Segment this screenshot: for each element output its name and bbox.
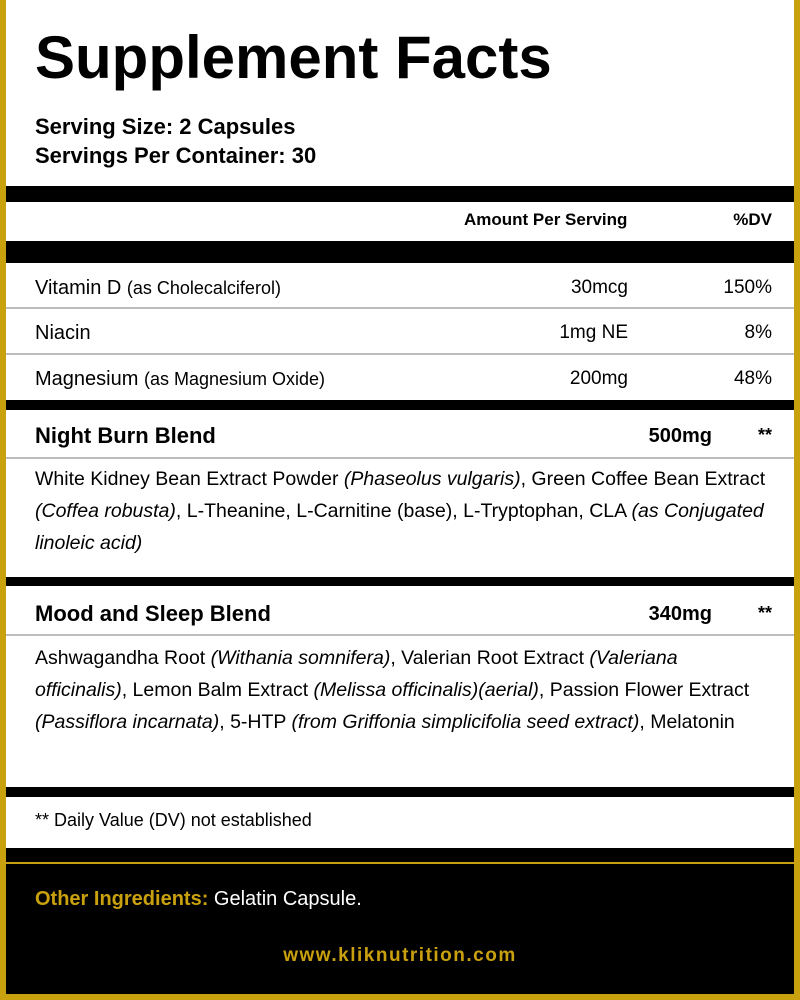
nutrient-label: Vitamin D — [35, 277, 122, 299]
divider-thick — [6, 787, 794, 797]
ingredient-text: , Passion Flower Extract — [538, 679, 750, 701]
ingredient-text: , Valerian Root Extract — [390, 647, 590, 669]
divider-thick — [6, 577, 794, 586]
serving-size: Serving Size: 2 Capsules — [35, 114, 296, 139]
divider-thick — [6, 400, 794, 410]
nutrient-amount: 1mg NE — [559, 322, 628, 343]
servings-per-container: Servings Per Container: 30 — [35, 143, 317, 168]
page-title: Supplement Facts — [35, 24, 552, 91]
ingredient-botanical: (Valeriana officinalis) — [35, 647, 678, 701]
amount-per-serving-header: Amount Per Serving — [464, 210, 628, 229]
other-ingredients — [35, 886, 362, 912]
ingredient-text: , Green Coffee Bean Extract — [520, 468, 766, 490]
ingredient-botanical: (Phaseolus vulgaris) — [343, 468, 521, 490]
supplement-facts-panel — [6, 0, 794, 994]
other-ingredients-value: Gelatin Capsule. — [213, 888, 362, 910]
ingredient-botanical: (Withania somnifera) — [210, 647, 391, 669]
ingredient-text: , 5-HTP — [219, 711, 292, 733]
row-divider — [6, 307, 794, 309]
nutrient-amount: 30mcg — [570, 277, 628, 298]
nutrient-detail: (as Cholecalciferol) — [126, 278, 281, 298]
other-ingredients-panel — [6, 848, 794, 994]
row-divider — [6, 457, 794, 459]
ingredient-botanical: (Melissa officinalis)(aerial) — [313, 679, 539, 701]
ingredient-text: Ashwagandha Root — [35, 647, 211, 669]
blend-dv: ** — [757, 425, 772, 445]
nutrient-dv: 8% — [744, 322, 772, 343]
nutrient-label: Niacin — [35, 322, 91, 344]
nutrient-name — [35, 276, 281, 300]
blend-amount: 500mg — [648, 425, 712, 447]
nutrient-detail: (as Magnesium Oxide) — [143, 369, 326, 389]
nutrient-dv: 150% — [723, 277, 772, 298]
dv-header: %DV — [733, 210, 772, 229]
row-divider — [6, 353, 794, 355]
website-link[interactable]: www.kliknutrition.com — [283, 945, 517, 966]
ingredient-text: , Lemon Balm Extract — [121, 679, 314, 701]
divider-thick — [6, 241, 794, 263]
dv-footnote: ** Daily Value (DV) not established — [35, 810, 312, 830]
ingredient-text: , Melatonin — [639, 711, 735, 733]
row-divider — [6, 634, 794, 636]
ingredient-text: , L-Theanine, L-Carnitine (base), L-Tryptophan, CLA — [175, 500, 632, 522]
ingredient-text: White Kidney Bean Extract Powder — [35, 468, 344, 490]
divider-thick — [6, 186, 794, 202]
blend-ingredients — [35, 642, 775, 738]
ingredient-botanical: (as Conjugated linoleic acid) — [35, 500, 764, 554]
gold-divider — [6, 862, 794, 864]
nutrient-amount: 200mg — [569, 368, 628, 389]
nutrient-dv: 48% — [733, 368, 772, 389]
blend-title: Mood and Sleep Blend — [35, 601, 271, 626]
nutrient-label: Magnesium — [35, 368, 139, 390]
ingredient-botanical: (Coffea robusta) — [35, 500, 176, 522]
blend-amount: 340mg — [648, 603, 712, 625]
nutrient-name — [35, 367, 325, 391]
ingredient-botanical: (Passiflora incarnata) — [35, 711, 220, 733]
ingredient-botanical: (from Griffonia simplicifolia seed extract) — [291, 711, 640, 733]
other-ingredients-label: Other Ingredients: — [35, 888, 209, 910]
nutrient-name — [35, 321, 91, 345]
blend-title: Night Burn Blend — [35, 423, 216, 448]
blend-dv: ** — [757, 603, 772, 623]
blend-ingredients — [35, 463, 775, 559]
